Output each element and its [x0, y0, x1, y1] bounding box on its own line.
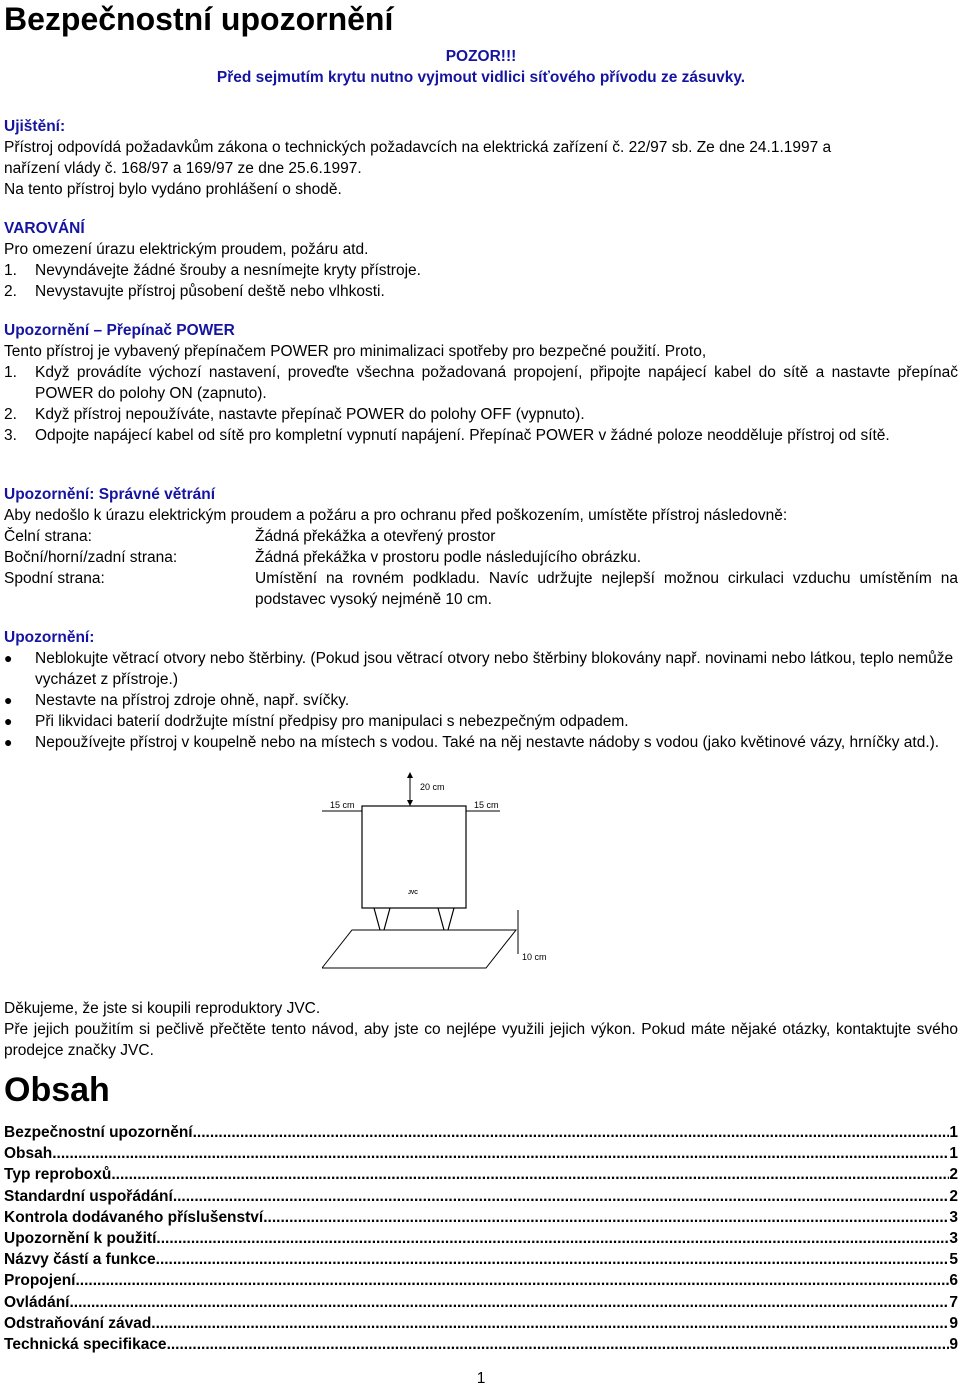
- page-number: 1: [476, 1370, 486, 1387]
- toc-label: Typ reproboxů: [4, 1166, 112, 1184]
- upozorneni-heading: Upozornění:: [4, 629, 95, 646]
- placement-key: Spodní strana:: [4, 570, 105, 587]
- item-number: 2.: [4, 406, 17, 423]
- item-number: 2.: [4, 283, 17, 300]
- item-number: 3.: [4, 427, 17, 444]
- toc-entry[interactable]: [4, 1313, 958, 1334]
- page-title: Bezpečnostní upozornění: [4, 1, 394, 37]
- stand-leg: [438, 908, 444, 930]
- power-intro: Tento přístroj je vybavený přepínačem POWER pro minimalizaci spotřeby pro bezpečné použití. Proto,: [4, 343, 707, 360]
- toc-leader: [52, 1143, 949, 1164]
- toc-leader: [263, 1207, 949, 1228]
- vetrani-intro: Aby nedošlo k úrazu elektrickým proudem a požáru a pro ochranu před poškozením, umístěte přístroj následovně:: [4, 507, 788, 524]
- toc-leader: [111, 1164, 949, 1185]
- bullet-item: [4, 711, 958, 732]
- list-item: [4, 425, 958, 446]
- item-text: Odpojte napájecí kabel od sítě pro kompletní vypnutí napájení. Přepínač POWER v žádné poloze neodděluje přístroj od sítě.: [35, 427, 890, 444]
- ujisteni-section: [4, 116, 958, 200]
- toc-page: 3: [949, 1229, 958, 1247]
- toc-entry[interactable]: [4, 1164, 958, 1185]
- toc-label: Obsah: [4, 1145, 53, 1163]
- bullet-text: Nepoužívejte přístroj v koupelně nebo na místech s vodou. Také na něj nestavte nádoby s vodou (jako květinové vázy, hrníčky atd.).: [35, 734, 940, 751]
- toc-leader: [69, 1292, 949, 1313]
- item-text: Když provádíte výchozí nastavení, proveďte všechna požadovaná propojení, připojte napájecí kabel do sítě a nastavte přepínač POWER do polohy ON (zapnuto).: [35, 364, 958, 402]
- toc-entry[interactable]: [4, 1143, 958, 1164]
- top-clearance-label: 20 cm: [420, 782, 445, 792]
- toc-leader: [75, 1270, 949, 1291]
- stand-leg: [374, 908, 380, 930]
- stand-leg: [448, 908, 454, 930]
- bullet-text: Neblokujte větrací otvory nebo štěrbiny. (Pokud jsou větrací otvory nebo štěrbiny blokovány např. novinami nebo látkou, teplo nemůže vycházet z přístroje.): [35, 650, 954, 688]
- ujisteni-line: nařízení vlády č. 168/97 a 169/97 ze dne 25.6.1997.: [4, 160, 362, 177]
- toc-entry[interactable]: [4, 1186, 958, 1207]
- toc-entry[interactable]: [4, 1292, 958, 1313]
- vetrani-heading: Upozornění: Správné větrání: [4, 486, 216, 503]
- toc-page: 5: [949, 1251, 958, 1269]
- thanks-section: [4, 998, 958, 1061]
- vetrani-section: [4, 484, 958, 610]
- table-of-contents: [4, 1122, 958, 1355]
- toc-page: 3: [949, 1208, 958, 1226]
- list-item: [4, 362, 958, 404]
- toc-label: Odstraňování závad: [4, 1314, 152, 1332]
- top-arrowhead-icon: [407, 772, 413, 778]
- bullet-text: Nestavte na přístroj zdroje ohně, např. svíčky.: [35, 692, 350, 709]
- bullet-item: [4, 648, 958, 690]
- toc-entry[interactable]: [4, 1334, 958, 1355]
- varovani-section: [4, 218, 958, 302]
- toc-page: 2: [949, 1166, 958, 1184]
- placement-row: [4, 568, 958, 610]
- thanks-line: Pře jejich použitím si pečlivě přečtěte tento návod, aby jste co nejlépe využili jejich výkon. Pokud máte nějaké otázky, kontaktujte svého prodejce značky JVC.: [4, 1021, 958, 1059]
- toc-label: Standardní uspořádání: [4, 1187, 173, 1205]
- jvc-logo: JVC: [408, 890, 418, 896]
- toc-entry[interactable]: [4, 1228, 958, 1249]
- toc-page: 9: [949, 1335, 958, 1353]
- item-number: 1.: [4, 262, 17, 279]
- list-item: [4, 281, 958, 302]
- list-item: [4, 404, 958, 425]
- list-item: [4, 260, 958, 281]
- toc-entry[interactable]: [4, 1270, 958, 1291]
- bottom-clearance-label: 10 cm: [522, 952, 547, 962]
- floor-plane: [322, 930, 516, 968]
- upozorneni-section: [4, 627, 958, 753]
- item-number: 1.: [4, 364, 17, 381]
- right-clearance-label: 15 cm: [474, 800, 499, 810]
- toc-leader: [193, 1122, 950, 1143]
- item-text: Nevyndávejte žádné šrouby a nesnímejte kryty přístroje.: [35, 262, 421, 279]
- bullet-text: Při likvidaci baterií dodržujte místní předpisy pro manipulaci s nebezpečným odpadem.: [35, 713, 629, 730]
- toc-label: Technická specifikace: [4, 1335, 167, 1353]
- varovani-heading: VAROVÁNÍ: [4, 220, 85, 237]
- placement-row: [4, 547, 958, 568]
- toc-page: 2: [949, 1187, 958, 1205]
- toc-entry[interactable]: [4, 1207, 958, 1228]
- placement-row: [4, 526, 958, 547]
- toc-page: 9: [949, 1314, 958, 1332]
- item-text: Když přístroj nepoužíváte, nastavte přepínač POWER do polohy OFF (vypnuto).: [35, 406, 585, 423]
- contents-title: Obsah: [4, 1071, 110, 1109]
- toc-page: 7: [949, 1293, 958, 1311]
- warning-title: POZOR!!!: [445, 48, 517, 65]
- toc-label: Propojení: [4, 1272, 76, 1290]
- toc-leader: [173, 1186, 950, 1207]
- thanks-line: Děkujeme, že jste si koupili reproduktory JVC.: [4, 1000, 321, 1017]
- toc-page: 6: [949, 1272, 958, 1290]
- toc-label: Kontrola dodávaného příslušenství: [4, 1208, 264, 1226]
- toc-page: 1: [949, 1145, 958, 1163]
- power-heading: Upozornění – Přepínač POWER: [4, 322, 235, 339]
- toc-entry[interactable]: [4, 1122, 958, 1143]
- bullet-icon: ●: [4, 713, 13, 729]
- bullet-item: [4, 732, 958, 753]
- placement-value: Žádná překážka a otevřený prostor: [255, 528, 496, 545]
- toc-label: Ovládání: [4, 1293, 70, 1311]
- bullet-icon: ●: [4, 734, 13, 750]
- stand-leg: [384, 908, 390, 930]
- warning-text: Před sejmutím krytu nutno vyjmout vidlici síťového přívodu ze zásuvky.: [216, 69, 746, 86]
- toc-leader: [151, 1313, 949, 1334]
- toc-entry[interactable]: [4, 1249, 958, 1270]
- bullet-icon: ●: [4, 650, 13, 666]
- ujisteni-line: Na tento přístroj bylo vydáno prohlášení o shodě.: [4, 181, 342, 198]
- toc-page: 1: [949, 1124, 958, 1141]
- item-text: Nevystavujte přístroj působení deště nebo vlhkosti.: [35, 283, 385, 300]
- toc-leader: [156, 1228, 949, 1249]
- bullet-item: [4, 690, 958, 711]
- toc-label: Upozornění k použití: [4, 1229, 157, 1247]
- power-section: [4, 320, 958, 446]
- ventilation-diagram: [322, 772, 562, 974]
- left-clearance-label: 15 cm: [330, 800, 355, 810]
- placement-value: Žádná překážka v prostoru podle následujícího obrázku.: [255, 549, 642, 566]
- bullet-icon: ●: [4, 692, 13, 708]
- placement-key: Čelní strana:: [4, 528, 92, 545]
- toc-leader: [156, 1249, 950, 1270]
- toc-label: Bezpečnostní upozornění: [4, 1124, 193, 1141]
- placement-value: Umístění na rovném podkladu. Navíc udržujte nejlepší možnou cirkulaci vzduchu umístěním na podstavec vysoký nejméně 10 cm.: [255, 570, 958, 608]
- placement-key: Boční/horní/zadní strana:: [4, 549, 178, 566]
- top-arrowhead-icon: [407, 800, 413, 806]
- ujisteni-line: Přístroj odpovídá požadavkům zákona o technických požadavcích na elektrická zařízení č. 22/97 sb. Ze dne 24.1.1997 a: [4, 139, 832, 156]
- ujisteni-heading: Ujištění:: [4, 118, 66, 135]
- toc-label: Názvy částí a funkce: [4, 1251, 156, 1269]
- toc-leader: [167, 1334, 950, 1355]
- varovani-intro: Pro omezení úrazu elektrickým proudem, požáru atd.: [4, 241, 369, 258]
- speaker-clearance-figure: [322, 772, 562, 974]
